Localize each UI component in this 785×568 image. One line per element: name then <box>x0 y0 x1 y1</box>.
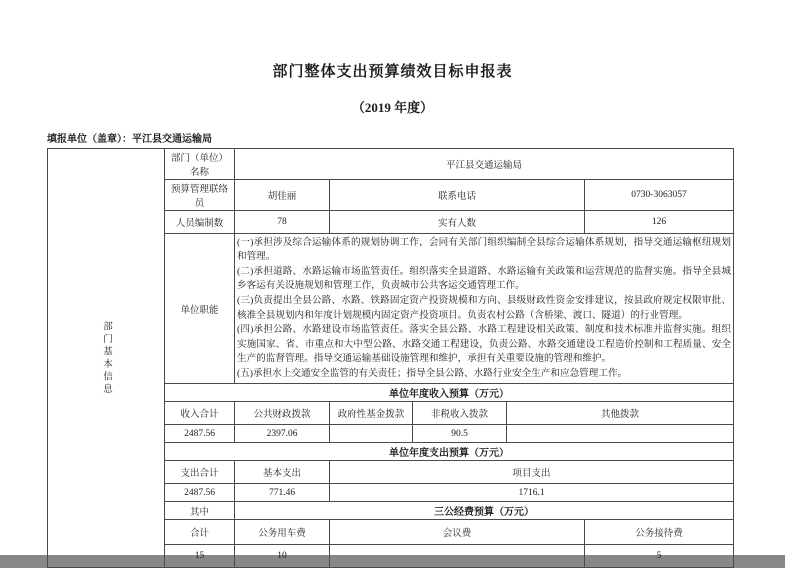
among-label: 其中 <box>165 502 235 520</box>
function-paragraph-3: (三)负责提出全县公路、水路、铁路固定资产投资规模和方向、县级财政性资金安排建议，按县政府规定权限审批、核准全县规划内和年度计划规模内固定资产投资项目。负责农村公路（含桥梁、渡口、隧道）的行业管理。 <box>237 294 731 321</box>
liaison-label: 预算管理联络员 <box>165 180 235 211</box>
expense-header-basic: 基本支出 <box>235 461 330 484</box>
three-public-value-vehicle: 10 <box>235 545 330 568</box>
staff-actual-label: 实有人数 <box>330 211 585 234</box>
functions-label: 单位职能 <box>165 234 235 384</box>
staff-quota-value: 78 <box>235 211 330 234</box>
expense-value-total: 2487.56 <box>165 484 235 502</box>
income-header-other: 其他拨款 <box>507 402 734 425</box>
income-header-nontax: 非税收入拨款 <box>413 402 507 425</box>
dept-name-value: 平江县交通运输局 <box>235 149 734 180</box>
budget-form-table <box>47 148 734 568</box>
page-title: 部门整体支出预算绩效目标申报表 <box>272 64 513 80</box>
staff-actual-value: 126 <box>585 211 734 234</box>
section-left-header: 部门基本信息 <box>48 149 165 568</box>
income-section-title: 单位年度收入预算（万元） <box>165 384 734 402</box>
staff-quota-label: 人员编制数 <box>165 211 235 234</box>
three-public-header-reception: 公务接待费 <box>585 520 734 545</box>
liaison-value: 胡佳丽 <box>235 180 330 211</box>
function-paragraph-2: (二)承担道路、水路运输市场监管责任。组织落实全县道路、水路运输有关政策和运营规范的监督实施。指导全县城乡客运有关设施规划和管理工作，负责城市公共客运交通管理工作。 <box>237 265 731 292</box>
income-value-other <box>507 425 734 443</box>
income-value-total: 2487.56 <box>165 425 235 443</box>
phone-label: 联系电话 <box>330 180 585 211</box>
three-public-value-total: 15 <box>165 545 235 568</box>
page-subtitle: （2019 年度） <box>351 100 434 115</box>
income-value-nontax: 90.5 <box>413 425 507 443</box>
three-public-value-meeting <box>330 545 585 568</box>
expense-header-total: 支出合计 <box>165 461 235 484</box>
income-header-total: 收入合计 <box>165 402 235 425</box>
three-public-value-reception: 5 <box>585 545 734 568</box>
functions-text-cell <box>235 234 734 384</box>
expense-header-project: 项目支出 <box>330 461 734 484</box>
fill-unit-line: 填报单位（盖章）：平江县交通运输局 <box>47 134 212 145</box>
function-paragraph-4: (四)承担公路、水路建设市场监管责任。落实全县公路、水路工程建设相关政策、制度和技术标准并监督实施。组织实施国家、省、市重点和大中型公路、水路交通工程建设，负责公路、水路交通建设工程造价控制和工程质量、安全生产的监督管理。指导交通运输基础设施管理和维护，承担有关重要设施的管理和维护。 <box>237 324 731 365</box>
income-value-gov-fund <box>330 425 413 443</box>
function-paragraph-5: (五)承担水上交通安全监管的有关责任；指导全县公路、水路行业安全生产和应急管理工作。 <box>237 367 628 379</box>
three-public-header-total: 合计 <box>165 520 235 545</box>
three-public-section-title: 三公经费预算（万元） <box>235 502 734 520</box>
income-value-public-finance: 2397.06 <box>235 425 330 443</box>
table-row <box>48 149 734 180</box>
three-public-header-meeting: 会议费 <box>330 520 585 545</box>
function-paragraph-1: (一)承担涉及综合运输体系的规划协调工作，会同有关部门组织编制全县综合运输体系规划，指导交通运输枢纽规划和管理。 <box>237 236 731 263</box>
dept-name-label: 部门（单位）名称 <box>165 149 235 180</box>
expense-value-project: 1716.1 <box>330 484 734 502</box>
income-header-public-finance: 公共财政拨款 <box>235 402 330 425</box>
expense-section-title: 单位年度支出预算（万元） <box>165 443 734 461</box>
phone-value: 0730-3063057 <box>585 180 734 211</box>
expense-value-basic: 771.46 <box>235 484 330 502</box>
income-header-gov-fund: 政府性基金拨款 <box>330 402 413 425</box>
three-public-header-vehicle: 公务用车费 <box>235 520 330 545</box>
